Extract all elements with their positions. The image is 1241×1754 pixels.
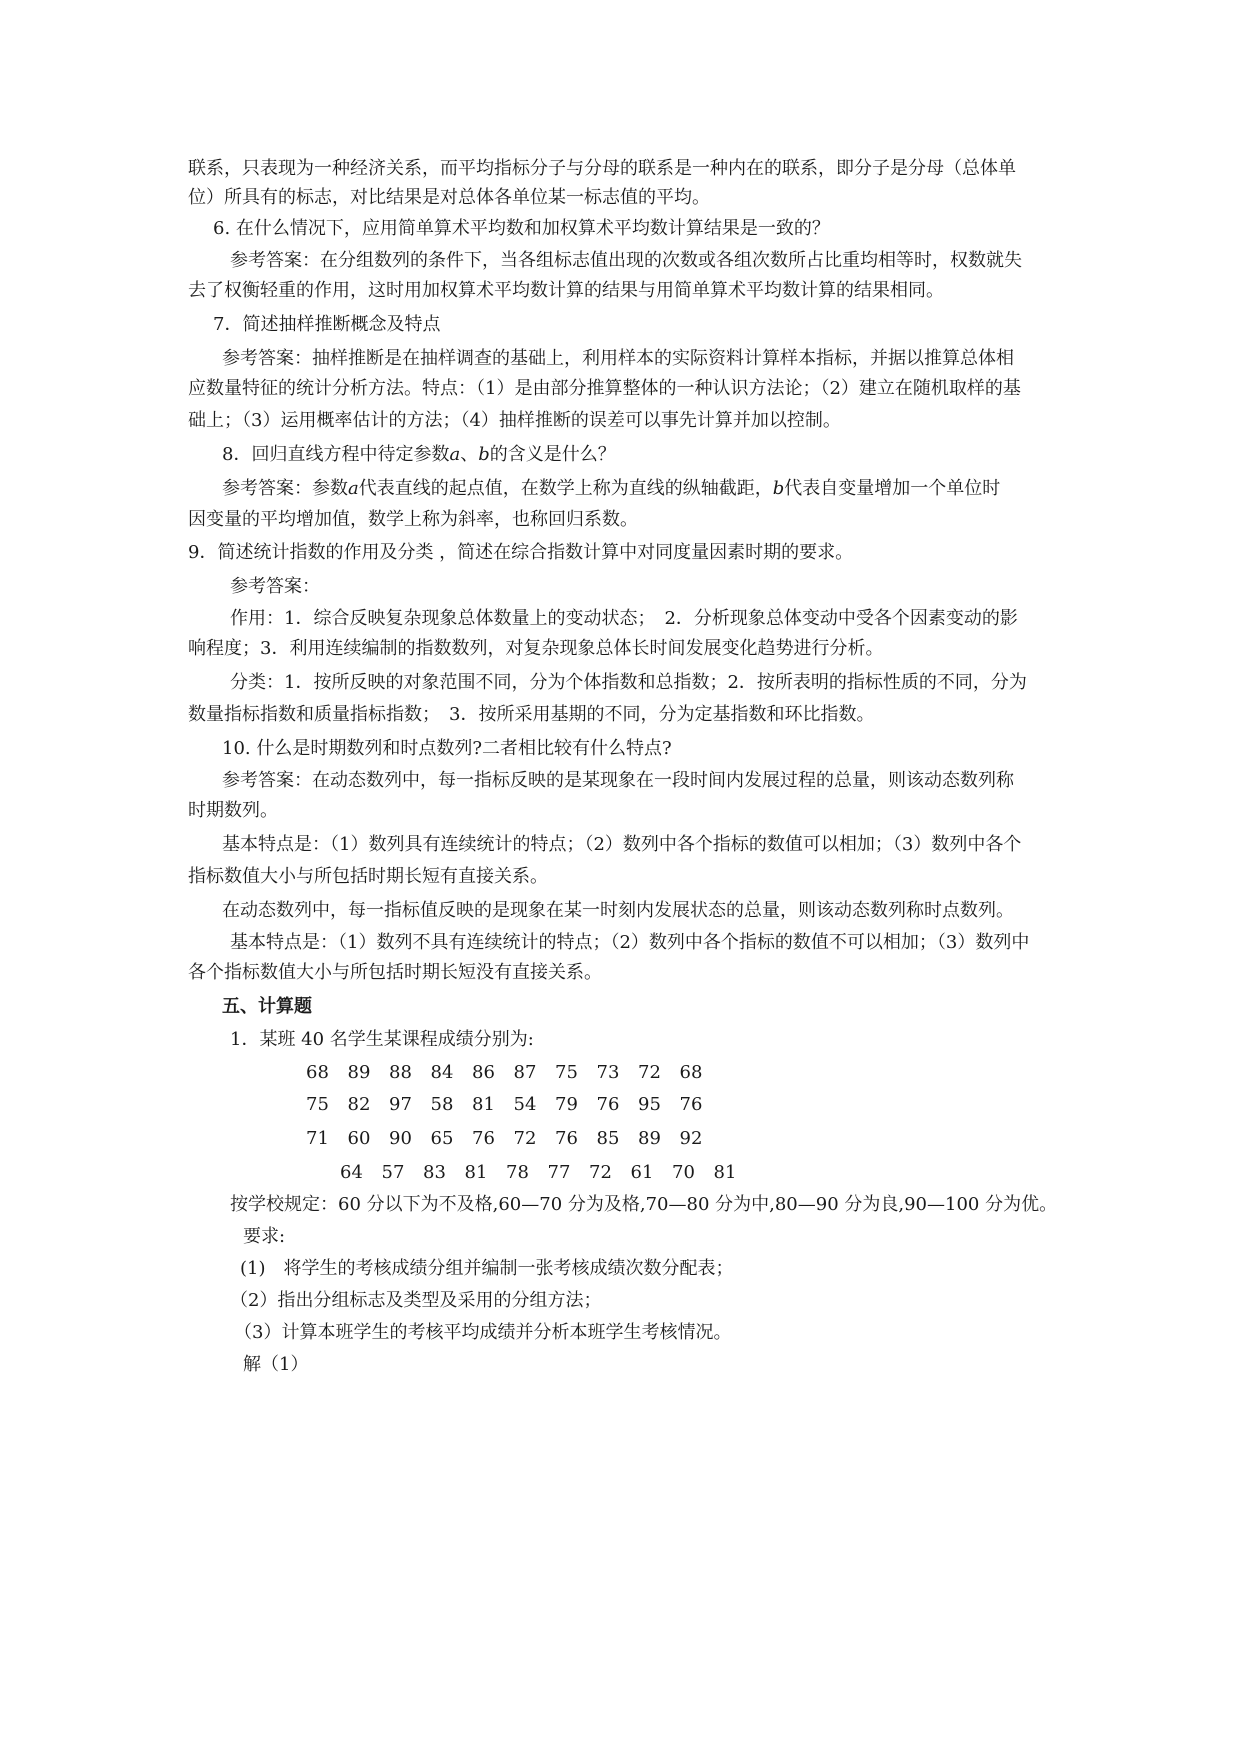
q6-answer-line2: 去了权衡轻重的作用，这时用加权算术平均数计算的结果与用简单算术平均数计算的结果相同。: [188, 280, 944, 301]
q5-answer-tail-line2: 位）所具有的标志，对比结果是对总体各单位某一标志值的平均。: [188, 187, 710, 208]
q8-answer-b-text: 代表自变量增加一个单位时: [784, 478, 1001, 499]
score-cell: 85: [596, 1128, 620, 1149]
score-cell: 76: [472, 1128, 495, 1149]
q10-answer-line1: 参考答案：在动态数列中，每一指标反映的是某现象在一段时间内发展过程的总量，则该动态数列称: [222, 770, 1014, 791]
score-cell: 68: [306, 1062, 329, 1083]
score-cell: 81: [464, 1162, 488, 1183]
q7-answer-line3: 础上；（3）运用概率估计的方法；（4）抽样推断的误差可以事先计算并加以控制。: [188, 410, 841, 431]
score-cell: 76: [596, 1094, 620, 1115]
score-cell: 76: [679, 1094, 703, 1115]
section-heading: 五、计算题: [222, 996, 312, 1017]
score-cell: 54: [513, 1094, 537, 1115]
requirements-label: 要求:: [243, 1226, 286, 1247]
score-cell: 72: [589, 1162, 612, 1183]
q9-class-line1: 分类：1．按所反映的对象范围不同，分为个体指数和总指数；2．按所表明的指标性质的不同，分为: [230, 672, 1027, 693]
q8-question-prefix: 8．回归直线方程中待定参数: [222, 444, 450, 465]
q10-point-line: 在动态数列中，每一指标值反映的是现象在某一时刻内发展状态的总量，则该动态数列称时点数列。: [222, 900, 1014, 921]
score-cell: 73: [596, 1062, 620, 1083]
q9-class-line2: 数量指标指数和质量指标指数； 3．按所采用基期的不同，分为定基指数和环比指数。: [188, 704, 875, 725]
score-cell: 75: [306, 1094, 329, 1115]
q9-answer-label: 参考答案：: [230, 576, 320, 597]
score-cell: 70: [672, 1162, 695, 1183]
q7-answer-line1: 参考答案：抽样推断是在抽样调查的基础上，利用样本的实际资料计算样本指标，并据以推算总体相: [222, 348, 1014, 369]
score-cell: 95: [638, 1094, 661, 1115]
q10-feat2-line2: 各个指标数值大小与所包括时期长短没有直接关系。: [188, 962, 602, 983]
score-cell: 78: [506, 1162, 529, 1183]
requirement-3: （3）计算本班学生的考核平均成绩并分析本班学生考核情况。: [234, 1322, 732, 1343]
score-cell: 90: [389, 1128, 412, 1149]
q8-question-suffix: 的含义是什么？: [489, 444, 616, 465]
score-cell: 65: [430, 1128, 454, 1149]
score-row-4: [340, 1162, 755, 1184]
q5-answer-tail-line1: 联系，只表现为一种经济关系，而平均指标分子与分母的联系是一种内在的联系，即分子是分母（总体单: [188, 158, 1016, 179]
score-cell: 64: [340, 1162, 363, 1183]
q8-answer-a-text: 代表直线的起点值，在数学上称为直线的纵轴截距，: [358, 478, 773, 499]
score-cell: 92: [679, 1128, 703, 1149]
requirement-1: (1) 将学生的考核成绩分组并编制一张考核成绩次数分配表；: [240, 1258, 734, 1279]
score-cell: 60: [347, 1128, 371, 1149]
q8-answer-line2: 因变量的平均增加值，数学上称为斜率，也称回归系数。: [188, 509, 638, 530]
score-cell: 86: [472, 1062, 495, 1083]
q6-answer-line1: 参考答案：在分组数列的条件下，当各组标志值出现的次数或各组次数所占比重均相等时，权数就失: [230, 250, 1022, 271]
q8-answer-line1: [222, 478, 1000, 500]
score-cell: 71: [306, 1128, 329, 1149]
q10-feat1-line2: 指标数值大小与所包括时期长短有直接关系。: [188, 866, 548, 887]
q9-role-line1: 作用：1．综合反映复杂现象总体数量上的变动状态； 2．分析现象总体变动中受各个因素变动的影: [230, 608, 1018, 629]
q10-answer-line2: 时期数列。: [188, 800, 278, 821]
score-cell: 79: [555, 1094, 578, 1115]
q7-question: 7．简述抽样推断概念及特点: [213, 314, 441, 335]
q8-param-a: a: [449, 444, 461, 465]
score-cell: 57: [381, 1162, 405, 1183]
score-cell: 68: [679, 1062, 703, 1083]
score-cell: 88: [389, 1062, 412, 1083]
score-cell: 72: [638, 1062, 661, 1083]
grading-rule: 按学校规定：60 分以下为不及格,60—70 分为及格,70—80 分为中,80—90 分为良,90—100 分为优。: [230, 1194, 1058, 1215]
q10-question: 10. 什么是时期数列和时点数列?二者相比较有什么特点?: [222, 738, 672, 759]
score-cell: 77: [547, 1162, 571, 1183]
q8-answer-param-a: a: [348, 478, 359, 499]
score-row-3: [306, 1128, 721, 1150]
score-cell: 97: [389, 1094, 412, 1115]
q10-feat1-line1: 基本特点是：（1）数列具有连续统计的特点；（2）数列中各个指标的数值可以相加；（3）数列中各个: [222, 834, 1022, 855]
requirement-2: （2）指出分组标志及类型及采用的分组方法；: [230, 1290, 602, 1311]
solution-start: 解（1）: [243, 1354, 309, 1375]
q8-question: [222, 444, 616, 466]
score-cell: 89: [638, 1128, 661, 1149]
q8-answer-prefix: 参考答案：参数: [222, 478, 348, 499]
score-cell: 84: [430, 1062, 454, 1083]
score-cell: 83: [423, 1162, 446, 1183]
score-row-2: [306, 1094, 721, 1116]
score-cell: 81: [713, 1162, 737, 1183]
q8-sep: 、: [460, 444, 479, 465]
score-cell: 72: [513, 1128, 537, 1149]
q6-question: 6. 在什么情况下，应用简单算术平均数和加权算术平均数计算结果是一致的？: [213, 218, 830, 239]
score-cell: 58: [430, 1094, 454, 1115]
q9-role-line2: 响程度；3．利用连续编制的指数数列，对复杂现象总体长时间发展变化趋势进行分析。: [188, 638, 884, 659]
q7-answer-line2: 应数量特征的统计分析方法。特点：（1）是由部分推算整体的一种认识方法论；（2）建立在随机取样的基: [188, 378, 1021, 399]
score-row-1: [306, 1062, 721, 1084]
q10-feat2-line1: 基本特点是：（1）数列不具有连续统计的特点；（2）数列中各个指标的数值不可以相加；（3）数列中: [230, 932, 1030, 953]
score-cell: 81: [472, 1094, 495, 1115]
q8-answer-param-b: b: [772, 478, 785, 499]
score-cell: 61: [630, 1162, 654, 1183]
score-cell: 87: [513, 1062, 537, 1083]
score-cell: 75: [555, 1062, 578, 1083]
problem1-intro: 1．某班 40 名学生某课程成绩分别为:: [230, 1029, 534, 1050]
q8-param-b: b: [478, 444, 490, 465]
q9-question: 9．简述统计指数的作用及分类 ，简述在综合指数计算中对同度量因素时期的要求。: [188, 542, 854, 563]
score-cell: 76: [555, 1128, 578, 1149]
score-cell: 89: [347, 1062, 371, 1083]
score-cell: 82: [347, 1094, 371, 1115]
